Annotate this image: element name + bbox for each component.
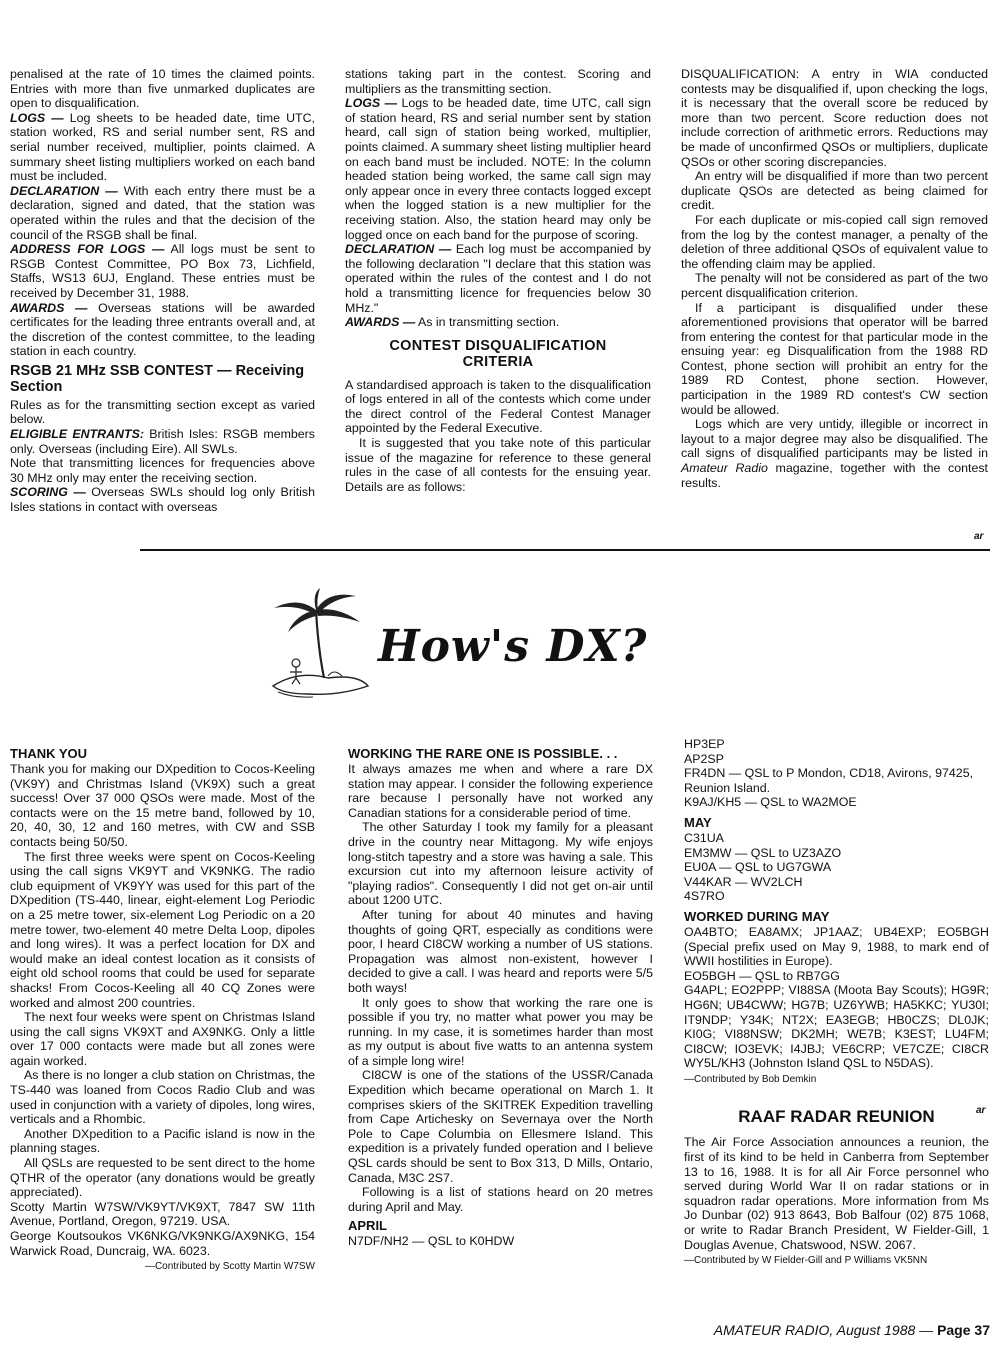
end-mark: ar	[974, 531, 984, 542]
paragraph	[10, 111, 315, 184]
text: Each log must be accompanied by the following declaration "I declare that this station was operated within the rules of the contest and I do not hold a transmitting licence for frequencies below 30 MHz."	[345, 242, 651, 315]
paragraph: G4APL; EO2PPP; VI88SA (Moota Bay Scouts); HG9R; HG6N; UB4CWW; HG7B; UZ6YWB; HA5KKC; YU30I; IT9NDP; Y34K; NT2X; EA3EGB; HB0CZS; DL0JK; KI0G; VI88NSW; DK2MH; WE7B; K3EST; LU4FM; CI8CW; IO3EVK; I4JBJ; VE6CRP; VE7CZE; CI8CR WY5L/KH3 (Johnston Island QSL to N5DAS).	[684, 983, 989, 1071]
station-entry: V44KAR — WV2LCH	[684, 874, 803, 889]
paragraph: An entry will be disqualified if more than two percent duplicate QSOs are detected as being claimed for credit.	[681, 169, 988, 213]
text: All logs must be sent to RSGB Contest Committee, PO Box 73, Lichfield, Staffs, WS13 6UJ, England. These entries must be received by December 31, 1988.	[10, 242, 315, 300]
lead-in: SCORING —	[10, 485, 86, 500]
contributor-credit: —Contributed by Bob Demkin	[684, 1073, 817, 1085]
paragraph: OA4BTO; EA8AMX; JP1AAZ; UB4EXP; EO5BGH (Special prefix used on May 9, 1988, to mark end of WWII hostilities in Europe).	[684, 924, 989, 969]
paragraph: The next four weeks were spent on Christmas Island using the call signs VK9XT and AX9NKG. Only a little over 17 000 contacts were made but all zones were again worked.	[10, 1010, 315, 1068]
dx-column-1	[10, 742, 315, 1275]
station-entry: K9AJ/KH5 — QSL to WA2MOE	[684, 795, 857, 810]
paragraph: As there is no longer a club station on Christmas, the TS-440 was loaned from Cocos Radio Club and was used in conjunction with a variety of dipoles, long wires, verticals and a Rhombic.	[10, 1068, 315, 1127]
paragraph: A standardised approach is taken to the disqualification of logs entered in all of the contests which come under the direct control of the Federal Contest Manager appointed by the Federal Executive.	[345, 377, 651, 436]
page-footer	[714, 1322, 990, 1338]
paragraph: It always amazes me when and where a rare DX station may appear. I consider the following experience rare because I personally have not worked any Canadian stations for a considerable period of time.	[348, 762, 653, 820]
paragraph: EO5BGH — QSL to RB7GG	[684, 968, 840, 983]
desert-island-illustration	[268, 588, 373, 700]
paragraph: For each duplicate or mis-copied call sign removed from the log by the contest manager, a penalty of the deletion of three additional QSOs of equivalent value to the offending claim may be applied.	[681, 212, 988, 271]
station-entry: C31UA	[684, 830, 724, 845]
top-column-3	[681, 67, 988, 490]
station-entry: HP3EP	[684, 737, 725, 751]
paragraph	[10, 301, 315, 359]
magazine-name: Amateur Radio	[681, 461, 768, 476]
paragraph: It is suggested that you take note of this particular issue of the magazine for reference to these general rules in the case of all contests for the ensuing year. Details are as follows:	[345, 436, 651, 494]
text: Overseas stations will be awarded certificates for the leading three entrants overall and, at the discretion of the contest committee, to the leading station in each country.	[10, 300, 315, 359]
address: George Koutsoukos VK6NKG/VK9NKG/AX9NKG, 154 Warwick Road, Duncraig, WA. 6023.	[10, 1229, 315, 1258]
paragraph: It only goes to show that working the rare one is possible if you try, no matter what power you may be running. In my case, it is sometimes harder than most as my output is about five watts to an antenna system of a simple long wire!	[348, 995, 653, 1068]
paragraph	[681, 417, 988, 490]
station-entry: EU0A — QSL to UG7GWA	[684, 860, 832, 875]
paragraph: DISQUALIFICATION: A entry in WIA conducted contests may be disqualified if, upon checking the logs, it is necessary that the overall score be reduced by more than two percent. Score reduction does not include correction of arithmetic errors. Reductions may be made of unconfirmed QSOs or multipliers, duplicate QSOs or other scoring discrepancies.	[681, 67, 988, 169]
address: Scotty Martin W7SW/VK9YT/VK9XT, 7847 SW 11th Avenue, Portland, Oregon, 97219. USA.	[10, 1199, 315, 1229]
magazine-name: AMATEUR RADIO,	[713, 1322, 834, 1338]
paragraph	[345, 242, 651, 315]
contributor-credit: —Contributed by Scotty Martin W7SW	[144, 1261, 315, 1273]
subheading-may: MAY	[684, 814, 712, 830]
issue-date: August 1988 —	[833, 1322, 938, 1338]
section-heading: CONTEST DISQUALIFICATION CRITERIA	[389, 337, 607, 370]
paragraph: The penalty will not be considered as part of the two percent disqualification criterion.	[681, 271, 988, 300]
text: As in transmitting section.	[415, 315, 560, 330]
paragraph	[10, 485, 315, 514]
subheading-worked-during-may: WORKED DURING MAY	[684, 908, 830, 924]
subheading-april: APRIL	[348, 1218, 387, 1234]
paragraph: penalised at the rate of 10 times the claimed points. Entries with more than five unmarked duplicates are open to disqualification.	[10, 67, 315, 111]
lead-in: ADDRESS FOR LOGS —	[10, 242, 165, 257]
paragraph: stations taking part in the contest. Scoring and multipliers as the transmitting section.	[345, 67, 651, 96]
paragraph: If a participant is disqualified under these aforementioned provisions that operator will be barred from entering the contest for that particular mode in the ensuing year: eg Disqualification from the 1988 RD Contest, phone section will prohibit an entry for the 1989 RD Contest, phone section. However, participation in the 1989 RD contest's CW section would be allowed.	[681, 300, 988, 417]
top-column-1	[10, 67, 315, 515]
paragraph	[10, 184, 315, 242]
paragraph: Rules as for the transmitting section except as varied below.	[10, 397, 315, 427]
station-entry: N7DF/NH2 — QSL to K0HDW	[348, 1234, 515, 1249]
paragraph: The Air Force Association announces a reunion, the first of its kind to be held in Canberra from September 13 to 16, 1988. It is for all Air Force personnel who served during World War II on radar stations or in squadron radar operations. More information from Ms Jo Dunbar (02) 913 8643, Bob Balfour (02) 875 1068, or write to Radar Branch President, W Fielder-Gill, 1 Douglas Avenue, Chatswood, NSW. 2067.	[684, 1135, 989, 1252]
text: Logs to be headed date, time UTC, call sign of station heard, RS and serial number sent by station heard, call sign of station being worked, multiplier, points claimed. A summary sheet listing multiplier heard on each band must be included. NOTE: In the column headed station being worked, the same call sign may only appear once in every three contacts logged except when the logged station is a new multiplier for the receiving station. Also, the station heard may only be logged once on each band for the purpose of scoring.	[345, 96, 651, 242]
paragraph	[345, 315, 651, 330]
station-entry: EM3MW — QSL to UZ3AZO	[684, 845, 842, 860]
text: With each entry there must be a declaration, signed and dated, that the station was operated within the rules and that the decision of the council of the RSGB shall be final.	[10, 183, 316, 242]
text: Logs which are very untidy, illegible or incorrect in layout to a major degree may also be disqualified. The call signs of disqualified participants may be listed in	[681, 417, 988, 461]
dx-column-2	[348, 742, 653, 1249]
paragraph: The other Saturday I took my family for a pleasant drive in the country near Mittagong. My wife enjoys long-stitch tapestry and a store was having a sale. This excursion cut into my afternoon leisure activity of "playing radios". Consequently I did not get on-air until about 1200 UTC.	[348, 820, 653, 908]
lead-in: DECLARATION —	[10, 183, 118, 198]
paragraph: The first three weeks were spent on Cocos-Keeling using the call signs VK9YT and VK9NKG. The radio club equipment of VK9YY was used for this part of the DXpedition (TS-440, linear, eight-element Log Periodic on a 25 metre tower, six-element Log Periodic on a 20 metre tower, two-element 40 metre Delta Loop, dipoles and long wires). It was a perfect location for DX and would make an ideal contest location as it consists of eight old school rooms that could be used for separate shacks! From Cocos-Keeling all 40 CQ Zones were worked and almost 200 countries.	[10, 849, 315, 1010]
dx-column-3	[684, 737, 989, 1269]
paragraph: Thank you for making our DXpedition to Cocos-Keeling (VK9Y) and Christmas Island (VK9X) such a great success! Over 37 000 QSOs were made. Most of the contacts were on the 15 metre band, followed by 10, 20, 40, 30, 12 and 160 metres, with CW and SSB contacts being 50/50.	[10, 762, 315, 849]
text: Overseas SWLs should log only British Isles stations in contact with overseas	[10, 485, 315, 515]
station-entry: AP2SP	[684, 751, 724, 766]
paragraph: After tuning for about 40 minutes and having thoughts of going QRT, especially as conditions were poor, I heard CI8CW working a number of US stations. Propagation was almost non-existent, however I decided to give a call. I was heard and reports were 5/5 both ways!	[348, 907, 653, 995]
text: British Isles: RSGB members only. Overseas (including Eire). All SWLs.	[10, 427, 315, 456]
lead-in: AWARDS —	[10, 300, 88, 315]
paragraph: Following is a list of stations heard on 20 metres during April and May.	[348, 1185, 653, 1214]
paragraph: Another DXpedition to a Pacific island is now in the planning stages.	[10, 1126, 315, 1156]
paragraph: All QSLs are requested to be sent direct to the home QTHR of the operator (any donations would be greatly appreciated).	[10, 1156, 315, 1200]
section-heading: RAAF RADAR REUNION	[738, 1107, 935, 1127]
lead-in: LOGS —	[345, 96, 397, 111]
page-number: Page 37	[937, 1322, 990, 1338]
lead-in: ELIGIBLE ENTRANTS:	[10, 427, 144, 442]
text: Log sheets to be headed date, time UTC, station worked, RS and serial number sent, RS and serial number received, multiplier, points claimed. A summary sheet listing multipliers worked on each band must be included.	[10, 110, 315, 184]
paragraph	[345, 96, 651, 242]
section-heading: WORKING THE RARE ONE IS POSSIBLE. . .	[348, 746, 618, 761]
contributor-credit: —Contributed by W Fielder-Gill and P Williams VK5NN	[684, 1255, 928, 1267]
lead-in: DECLARATION —	[345, 242, 452, 257]
lead-in: AWARDS —	[345, 315, 416, 330]
section-title: How's DX?	[378, 621, 648, 672]
section-heading: THANK YOU	[10, 746, 88, 761]
section-heading: RSGB 21 MHz SSB CONTEST — Receiving Section	[10, 362, 305, 395]
top-column-2	[345, 67, 651, 494]
station-entry: FR4DN — QSL to P Mondon, CD18, Avirons, 97425, Reunion Island.	[684, 766, 974, 795]
paragraph: CI8CW is one of the stations of the USSR/Canada Expedition which became operational on March 1. It comprises skiers of the SKITREK Expedition travelling from Cape Artichesky on Severnaya over the North Pole to Cape Columbia on Ellesmere Island. This expedition is a privately funded operation and I believe QSL cards should be sent to Box 313, D Mills, Ontario, Canada, M3C 2S7.	[348, 1068, 653, 1185]
lead-in: LOGS —	[10, 110, 64, 125]
end-mark: ar	[976, 1105, 986, 1116]
station-entry: 4S7RO	[684, 889, 725, 904]
paragraph: Note that transmitting licences for frequencies above 30 MHz only may enter the receiving section.	[10, 456, 315, 485]
section-divider	[140, 549, 990, 551]
paragraph	[10, 427, 315, 456]
paragraph	[10, 242, 315, 300]
text: magazine, together with the contest results.	[681, 461, 988, 490]
